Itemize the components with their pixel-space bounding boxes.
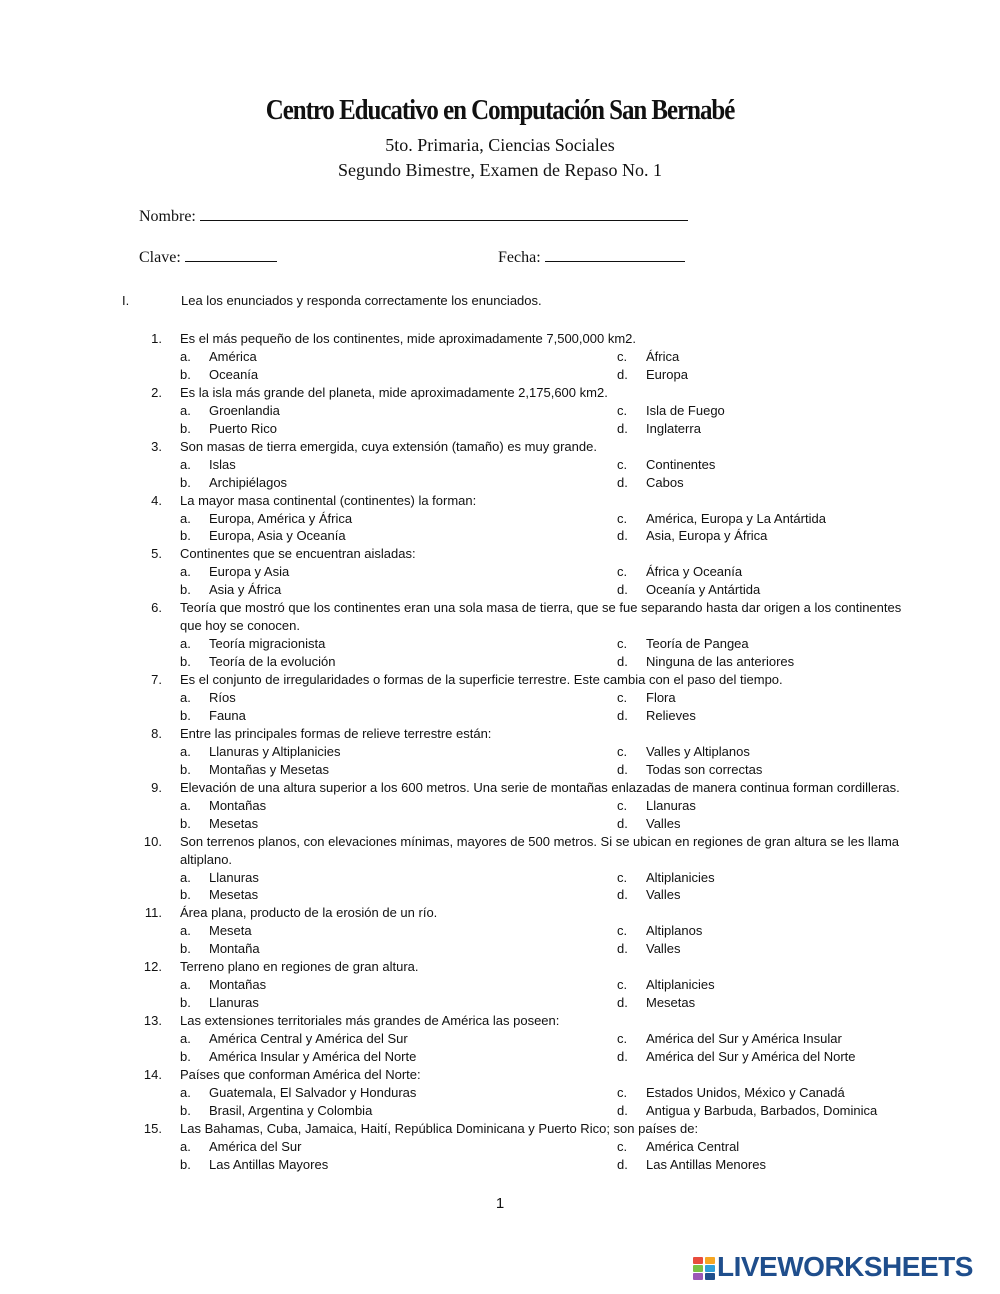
option-letter-a: a.: [180, 636, 191, 652]
option-b[interactable]: Brasil, Argentina y Colombia: [209, 1102, 373, 1118]
option-letter-c: c.: [617, 348, 628, 364]
option-letter-a: a.: [180, 510, 191, 526]
option-letter-b: b.: [180, 1102, 191, 1118]
option-c[interactable]: Llanuras: [646, 797, 696, 813]
option-letter-c: c.: [617, 1084, 628, 1100]
option-letter-d: d.: [617, 887, 628, 903]
option-d[interactable]: Valles: [646, 887, 681, 903]
option-c[interactable]: Altiplanicies: [646, 977, 715, 993]
option-letter-b: b.: [180, 474, 191, 490]
option-letter-a: a.: [180, 1138, 191, 1154]
option-letter-b: b.: [180, 1049, 191, 1064]
option-letter-a: a.: [180, 564, 191, 580]
option-c[interactable]: América Central: [646, 1138, 740, 1154]
option-b[interactable]: Montañas y Mesetas: [209, 761, 329, 777]
option-letter-c: c.: [617, 977, 628, 993]
question-text: Teoría que mostró que los continentes eran una sola masa de tierra, que se fue separando hasta dar origen a los continentes: [180, 600, 902, 616]
option-a[interactable]: América: [209, 348, 257, 364]
question-text: Continentes que se encuentran aisladas:: [180, 546, 416, 562]
option-d[interactable]: Ninguna de las anteriores: [646, 654, 795, 670]
option-a[interactable]: Europa y Asia: [209, 564, 290, 580]
code-field[interactable]: [139, 248, 277, 267]
option-c[interactable]: África y Oceanía: [646, 564, 743, 580]
question-text: Área plana, producto de la erosión de un río.: [180, 905, 438, 921]
option-d[interactable]: Oceanía y Antártida: [646, 582, 761, 598]
option-d[interactable]: América del Sur y América del Norte: [646, 1049, 856, 1064]
name-line[interactable]: [200, 207, 688, 221]
option-c[interactable]: Estados Unidos, México y Canadá: [646, 1084, 845, 1100]
date-field[interactable]: [498, 248, 685, 267]
option-letter-c: c.: [617, 869, 628, 885]
option-a[interactable]: Europa, América y África: [209, 510, 353, 526]
option-b[interactable]: Montaña: [209, 941, 260, 957]
option-letter-c: c.: [617, 402, 628, 418]
option-letter-d: d.: [617, 1102, 628, 1118]
option-c[interactable]: Altiplanos: [646, 923, 703, 939]
option-letter-d: d.: [617, 995, 628, 1011]
question-number: 2.: [151, 384, 162, 400]
option-letter-c: c.: [617, 456, 628, 472]
question-number: 11.: [144, 905, 162, 921]
option-c[interactable]: Isla de Fuego: [646, 402, 725, 418]
option-letter-d: d.: [617, 1156, 628, 1172]
option-letter-b: b.: [180, 761, 191, 777]
option-letter-b: b.: [180, 887, 191, 903]
option-letter-d: d.: [617, 654, 628, 670]
option-letter-b: b.: [180, 995, 191, 1011]
option-d[interactable]: Valles: [646, 941, 681, 957]
option-c[interactable]: Flora: [646, 690, 676, 705]
question-number: 8.: [151, 725, 162, 741]
question-text: Entre las principales formas de relieve terrestre están:: [180, 725, 492, 741]
option-letter-a: a.: [180, 797, 191, 813]
option-letter-d: d.: [617, 707, 628, 723]
question-text: Son terrenos planos, con elevaciones mínimas, mayores de 500 metros. Si se ubican en regiones de gran altura se les llama: [180, 833, 899, 849]
option-c[interactable]: Altiplanicies: [646, 869, 715, 885]
question-number: 5.: [151, 546, 162, 562]
option-letter-b: b.: [180, 420, 191, 436]
question-number: 3.: [151, 438, 162, 454]
option-d[interactable]: Inglaterra: [646, 420, 701, 436]
option-b[interactable]: Teoría de la evolución: [209, 654, 336, 670]
question-number: 7.: [151, 672, 162, 688]
question-number: 12.: [143, 959, 162, 975]
option-a[interactable]: Islas: [209, 456, 236, 472]
exam-subtitle: Segundo Bimestre, Examen de Repaso No. 1: [338, 160, 662, 180]
option-b[interactable]: Puerto Rico: [209, 420, 277, 436]
option-d[interactable]: Asia, Europa y África: [646, 528, 768, 544]
option-letter-b: b.: [180, 941, 191, 957]
option-b[interactable]: Las Antillas Mayores: [209, 1156, 329, 1172]
option-a[interactable]: Montañas: [209, 977, 267, 993]
option-letter-b: b.: [180, 707, 191, 723]
question-text: Es el más pequeño de los continentes, mide aproximadamente 7,500,000 km2.: [180, 331, 636, 346]
option-b[interactable]: Mesetas: [209, 887, 259, 903]
question-text: Es la isla más grande del planeta, mide aproximadamente 2,175,600 km2.: [180, 384, 608, 400]
option-c[interactable]: América del Sur y América Insular: [646, 1031, 842, 1047]
page-title: Centro Educativo en Computación San Bernabé: [265, 94, 735, 126]
option-d[interactable]: Relieves: [646, 707, 696, 723]
question-number: 14.: [143, 1066, 162, 1082]
question-text: que hoy se conocen.: [180, 618, 300, 634]
name-label: Nombre:: [139, 208, 196, 225]
option-c[interactable]: África: [646, 348, 680, 364]
option-letter-a: a.: [180, 743, 191, 759]
option-letter-a: a.: [180, 402, 191, 418]
option-letter-a: a.: [180, 690, 191, 705]
option-b[interactable]: Archipiélagos: [209, 474, 288, 490]
option-a[interactable]: Groenlandia: [209, 402, 280, 418]
section-instruction: Lea los enunciados y responda correctamente los enunciados.: [181, 293, 542, 308]
option-letter-b: b.: [180, 815, 191, 831]
option-letter-d: d.: [617, 1049, 628, 1064]
option-letter-c: c.: [617, 1031, 628, 1047]
option-letter-c: c.: [617, 564, 628, 580]
option-b[interactable]: Europa, Asia y Oceanía: [209, 528, 346, 544]
option-letter-a: a.: [180, 348, 191, 364]
option-d[interactable]: Europa: [646, 366, 688, 382]
option-letter-c: c.: [617, 1138, 628, 1154]
option-letter-b: b.: [180, 366, 191, 382]
option-a[interactable]: Llanuras: [209, 869, 259, 885]
question-text: Terreno plano en regiones de gran altura.: [180, 959, 419, 975]
option-letter-d: d.: [617, 420, 628, 436]
question-text: Países que conforman América del Norte:: [180, 1066, 421, 1082]
code-label: Clave:: [139, 249, 181, 266]
option-letter-c: c.: [617, 797, 628, 813]
option-letter-d: d.: [617, 761, 628, 777]
option-letter-d: d.: [617, 815, 628, 831]
option-b[interactable]: Fauna: [209, 707, 246, 723]
option-d[interactable]: Todas son correctas: [646, 761, 763, 777]
option-b[interactable]: Llanuras: [209, 995, 259, 1011]
question-number: 10.: [143, 833, 162, 849]
option-b[interactable]: Oceanía: [209, 366, 259, 382]
option-letter-d: d.: [617, 366, 628, 382]
section-numeral: I.: [122, 293, 130, 308]
option-letter-b: b.: [180, 582, 191, 598]
option-letter-b: b.: [180, 654, 191, 670]
option-d[interactable]: Mesetas: [646, 995, 696, 1011]
option-letter-c: c.: [617, 636, 628, 652]
code-line[interactable]: [185, 248, 277, 262]
option-letter-c: c.: [617, 690, 628, 705]
option-letter-a: a.: [180, 977, 191, 993]
option-d[interactable]: Valles: [646, 815, 681, 831]
question-text: Las Bahamas, Cuba, Jamaica, Haití, República Dominicana y Puerto Rico; son países de:: [180, 1120, 699, 1136]
question-number: 15.: [143, 1120, 162, 1136]
option-b[interactable]: Asia y África: [209, 582, 282, 598]
option-letter-a: a.: [180, 923, 191, 939]
option-a[interactable]: Ríos: [209, 690, 236, 705]
option-c[interactable]: Teoría de Pangea: [646, 636, 749, 652]
option-a[interactable]: Llanuras y Altiplanicies: [209, 743, 341, 759]
option-b[interactable]: América Insular y América del Norte: [209, 1049, 417, 1064]
option-letter-d: d.: [617, 474, 628, 490]
option-a[interactable]: América Central y América del Sur: [209, 1031, 408, 1047]
option-letter-b: b.: [180, 528, 191, 544]
option-c[interactable]: Continentes: [646, 456, 716, 472]
question-number: 1.: [151, 331, 162, 346]
question-number: 6.: [151, 600, 162, 616]
option-letter-b: b.: [180, 1156, 191, 1172]
question-number: 9.: [151, 779, 162, 795]
question-text: La mayor masa continental (continentes) la forman:: [180, 492, 477, 508]
option-c[interactable]: América, Europa y La Antártida: [646, 510, 826, 526]
option-letter-a: a.: [180, 456, 191, 472]
option-a[interactable]: Montañas: [209, 797, 267, 813]
option-letter-c: c.: [617, 510, 628, 526]
option-letter-a: a.: [180, 1084, 191, 1100]
option-a[interactable]: Guatemala, El Salvador y Honduras: [209, 1084, 417, 1100]
option-letter-d: d.: [617, 582, 628, 598]
logo-text: LIVEWORKSHEETS: [717, 1251, 973, 1282]
option-a[interactable]: América del Sur: [209, 1138, 302, 1154]
option-a[interactable]: Teoría migracionista: [209, 636, 326, 652]
question-text: altiplano.: [180, 851, 233, 867]
option-letter-c: c.: [617, 923, 628, 939]
date-label: Fecha:: [498, 249, 541, 266]
name-field[interactable]: [139, 207, 688, 226]
question-number: 13.: [143, 1013, 162, 1029]
liveworksheets-logo: [693, 1251, 993, 1285]
option-d[interactable]: Cabos: [646, 474, 684, 490]
question-text: Las extensiones territoriales más grandes de América las poseen:: [180, 1013, 560, 1029]
option-letter-a: a.: [180, 1031, 191, 1047]
option-letter-d: d.: [617, 941, 628, 957]
page-number: 1: [495, 1195, 505, 1212]
question-text: Es el conjunto de irregularidades o formas de la superficie terrestre. Este cambia con el paso del tiempo.: [180, 672, 783, 688]
option-letter-d: d.: [617, 528, 628, 544]
option-a[interactable]: Meseta: [209, 923, 252, 939]
date-line[interactable]: [545, 248, 685, 262]
question-text: Elevación de una altura superior a los 600 metros. Una serie de montañas enlazadas de manera continua forman cordilleras.: [180, 779, 900, 795]
option-c[interactable]: Valles y Altiplanos: [646, 743, 750, 759]
option-d[interactable]: Antigua y Barbuda, Barbados, Dominica: [646, 1102, 878, 1118]
option-b[interactable]: Mesetas: [209, 815, 259, 831]
option-d[interactable]: Las Antillas Menores: [646, 1156, 766, 1172]
question-number: 4.: [151, 492, 162, 508]
question-text: Son masas de tierra emergida, cuya extensión (tamaño) es muy grande.: [180, 438, 597, 454]
option-letter-a: a.: [180, 869, 191, 885]
logo-blocks-icon: [693, 1257, 715, 1281]
option-letter-c: c.: [617, 743, 628, 759]
course-subtitle: 5to. Primaria, Ciencias Sociales: [385, 135, 615, 155]
